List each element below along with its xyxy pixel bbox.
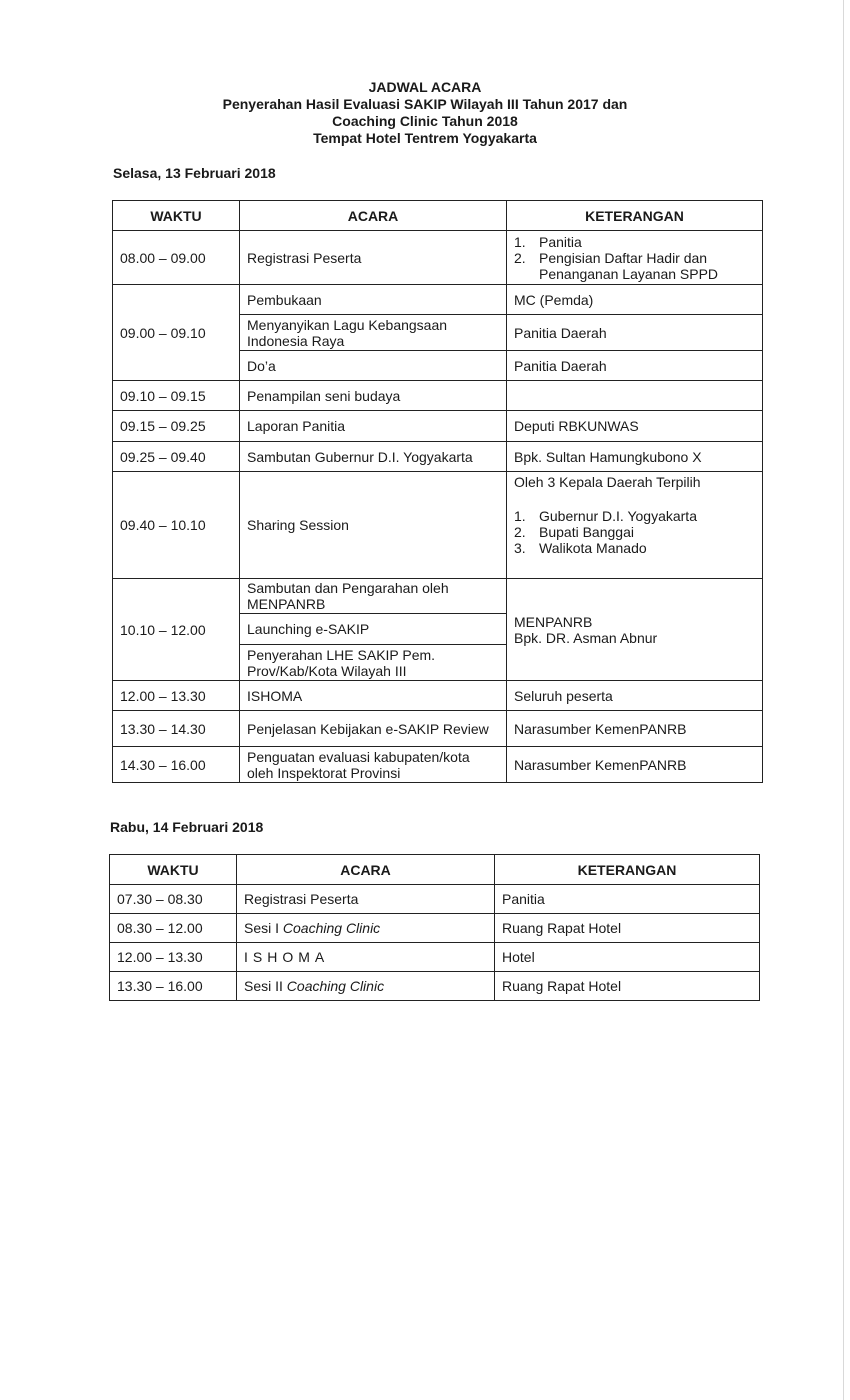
acara-cell: Penyerahan LHE SAKIP Pem. Prov/Kab/Kota Wilayah III: [240, 645, 507, 681]
waktu-cell: 09.00 – 09.10: [113, 285, 240, 381]
keterangan-cell: Deputi RBKUNWAS: [507, 411, 763, 442]
table-row: [113, 579, 763, 614]
waktu-cell: 13.30 – 16.00: [110, 972, 237, 1001]
keterangan-cell: Narasumber KemenPANRB: [507, 711, 763, 747]
keterangan-cell: Ruang Rapat Hotel: [495, 914, 760, 943]
acara-cell: Penguatan evaluasi kabupaten/kota oleh Inspektorat Provinsi: [240, 747, 507, 783]
list-item: 1. Panitia: [514, 233, 582, 250]
keterangan-cell: Panitia: [495, 885, 760, 914]
list-item: 2. Bupati Banggai: [514, 524, 634, 540]
table-row: [113, 472, 763, 579]
acara-cell: Sambutan Gubernur D.I. Yogyakarta: [240, 442, 507, 472]
keterangan-intro: Oleh 3 Kepala Daerah Terpilih: [514, 474, 701, 490]
waktu-cell: 07.30 – 08.30: [110, 885, 237, 914]
day1-schedule-table: [112, 200, 763, 783]
table-row: [113, 711, 763, 747]
col-header-keterangan: KETERANGAN: [507, 201, 763, 231]
document-header: [0, 79, 850, 147]
table-row: [113, 747, 763, 783]
table-row: [113, 411, 763, 442]
doc-subtitle-1: Penyerahan Hasil Evaluasi SAKIP Wilayah III Tahun 2017 dan: [222, 96, 628, 112]
waktu-cell: 12.00 – 13.30: [110, 943, 237, 972]
waktu-cell: 13.30 – 14.30: [113, 711, 240, 747]
waktu-cell: 08.30 – 12.00: [110, 914, 237, 943]
keterangan-cell: Seluruh peserta: [507, 681, 763, 711]
doc-subtitle-2: Coaching Clinic Tahun 2018: [332, 113, 518, 129]
waktu-cell: 09.15 – 09.25: [113, 411, 240, 442]
table-row: [113, 381, 763, 411]
scan-edge: [843, 0, 844, 1400]
list-item: 2. Pengisian Daftar Hadir dan Penanganan Layanan SPPD: [514, 249, 719, 282]
acara-cell: Sesi II Coaching Clinic: [237, 972, 495, 1001]
acara-cell: Laporan Panitia: [240, 411, 507, 442]
list-item: 1. Gubernur D.I. Yogyakarta: [514, 508, 697, 524]
keterangan-cell: Hotel: [495, 943, 760, 972]
acara-cell: Sesi I Coaching Clinic: [237, 914, 495, 943]
keterangan-cell: MC (Pemda): [507, 285, 763, 315]
table-row: [113, 442, 763, 472]
waktu-cell: 14.30 – 16.00: [113, 747, 240, 783]
doc-title: JADWAL ACARA: [368, 79, 482, 95]
table-row: [110, 972, 760, 1001]
table-row: [113, 285, 763, 315]
waktu-cell: 08.00 – 09.00: [113, 231, 240, 285]
acara-cell: Launching e-SAKIP: [240, 614, 507, 645]
acara-cell: Do’a: [240, 351, 507, 381]
keterangan-cell: Ruang Rapat Hotel: [495, 972, 760, 1001]
day2-schedule-table: [109, 854, 760, 1001]
waktu-cell: 09.25 – 09.40: [113, 442, 240, 472]
acara-cell: Penampilan seni budaya: [240, 381, 507, 411]
acara-cell: Sambutan dan Pengarahan oleh MENPANRB: [240, 579, 507, 614]
table-row: [113, 231, 763, 285]
table-header-row: [113, 201, 763, 231]
table-row: [110, 885, 760, 914]
keterangan-cell: [507, 231, 763, 285]
doc-venue: Tempat Hotel Tentrem Yogyakarta: [313, 130, 537, 146]
acara-cell: ISHOMA: [237, 943, 495, 972]
day1-label: Selasa, 13 Februari 2018: [113, 165, 276, 181]
table-row: [113, 681, 763, 711]
keterangan-cell: Panitia Daerah: [507, 351, 763, 381]
col-header-waktu: WAKTU: [113, 201, 240, 231]
waktu-cell: 12.00 – 13.30: [113, 681, 240, 711]
table-row: [110, 914, 760, 943]
col-header-acara: ACARA: [237, 855, 495, 885]
acara-cell: Registrasi Peserta: [237, 885, 495, 914]
keterangan-cell: [507, 381, 763, 411]
keterangan-cell: Panitia Daerah: [507, 315, 763, 351]
table-row: [110, 943, 760, 972]
keterangan-cell: Narasumber KemenPANRB: [507, 747, 763, 783]
acara-cell: Pembukaan: [240, 285, 507, 315]
list-item: 3. Walikota Manado: [514, 540, 647, 556]
acara-cell: Menyanyikan Lagu Kebangsaan Indonesia Raya: [240, 315, 507, 351]
keterangan-cell: [507, 472, 763, 579]
col-header-acara: ACARA: [240, 201, 507, 231]
keterangan-cell: MENPANRB Bpk. DR. Asman Abnur: [507, 579, 763, 681]
acara-cell: Penjelasan Kebijakan e-SAKIP Review: [240, 711, 507, 747]
acara-cell: ISHOMA: [240, 681, 507, 711]
col-header-keterangan: KETERANGAN: [495, 855, 760, 885]
waktu-cell: 10.10 – 12.00: [113, 579, 240, 681]
waktu-cell: 09.10 – 09.15: [113, 381, 240, 411]
acara-cell: Sharing Session: [240, 472, 507, 579]
table-header-row: [110, 855, 760, 885]
day2-label: Rabu, 14 Februari 2018: [110, 819, 264, 835]
keterangan-cell: Bpk. Sultan Hamungkubono X: [507, 442, 763, 472]
waktu-cell: 09.40 – 10.10: [113, 472, 240, 579]
col-header-waktu: WAKTU: [110, 855, 237, 885]
acara-cell: Registrasi Peserta: [240, 231, 507, 285]
